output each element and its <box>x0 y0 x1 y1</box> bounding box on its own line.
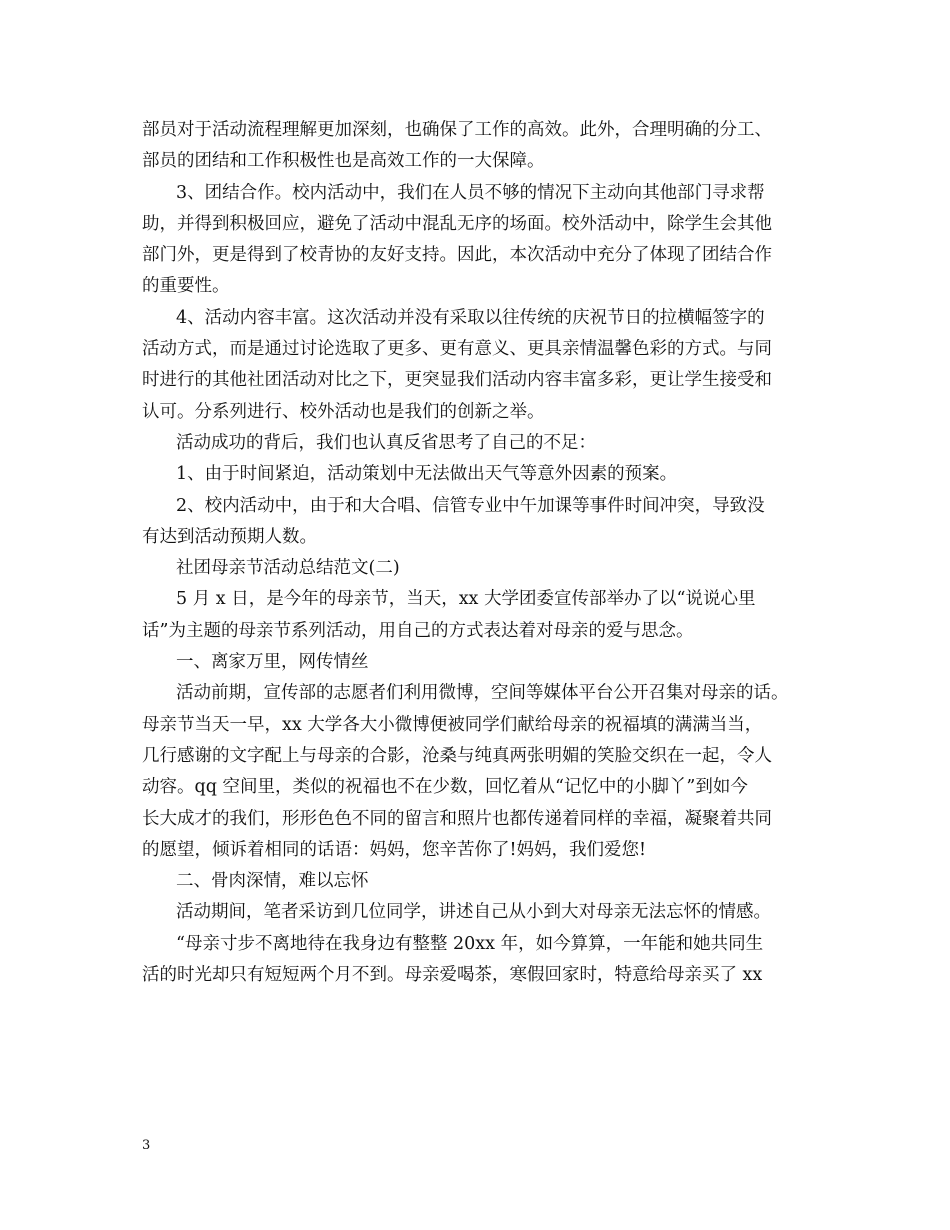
text-line: 话”为主题的母亲节系列活动，用自己的方式表达着对母亲的爱与思念。 <box>142 620 694 641</box>
text-line: 活动前期，宣传部的志愿者们利用微博，空间等媒体平台公开召集对母亲的话。 <box>176 683 789 704</box>
text-line: 二、骨肉深情，难以忘怀 <box>176 871 369 892</box>
text-line: 的重要性。 <box>142 276 230 297</box>
text-line: 认可。分系列进行、校外活动也是我们的创新之举。 <box>142 401 545 422</box>
text-line: 动容。qq 空间里，类似的祝福也不在少数，回忆着从“记忆中的小脚丫”到如今 <box>142 777 748 798</box>
text-line: 4、活动内容丰富。这次活动并没有采取以往传统的庆祝节日的拉横幅签字的 <box>176 307 765 328</box>
text-line: 部员对于活动流程理解更加深刻，也确保了工作的高效。此外，合理明确的分工、 <box>142 120 772 140</box>
text-line: 有达到活动预期人数。 <box>142 526 317 547</box>
text-line: 3、团结合作。校内活动中，我们在人员不够的情况下主动向其他部门寻求帮 <box>176 182 765 203</box>
text-line: 的愿望，倾诉着相同的话语：妈妈，您辛苦你了!妈妈，我们爱您! <box>142 839 647 860</box>
text-line: 活动方式，而是通过讨论选取了更多、更有意义、更具亲情温馨色彩的方式。与同 <box>142 339 772 360</box>
document-body <box>142 115 822 991</box>
text-line: 几行感谢的文字配上与母亲的合影，沧桑与纯真两张明媚的笑脸交织在一起，令人 <box>142 745 772 766</box>
text-line: 1、由于时间紧迫，活动策划中无法做出天气等意外因素的预案。 <box>176 464 678 485</box>
text-line: 活动成功的背后，我们也认真反省思考了自己的不足： <box>176 432 596 453</box>
text-line: 助，并得到积极回应，避免了活动中混乱无序的场面。校外活动中，除学生会其他 <box>142 213 772 234</box>
text-line: 一、离家万里，网传情丝 <box>176 652 369 673</box>
text-line: 母亲节当天一早，xx 大学各大小微博便被同学们献给母亲的祝福填的满满当当， <box>142 714 763 735</box>
text-line: 2、校内活动中，由于和大合唱、信管专业中午加课等事件时间冲突，导致没 <box>176 495 765 516</box>
page-number: 3 <box>142 1138 151 1153</box>
text-line: 活的时光却只有短短两个月不到。母亲爱喝茶，寒假回家时，特意给母亲买了 xx <box>142 965 763 986</box>
text-line: 长大成才的我们，形形色色不同的留言和照片也都传递着同样的幸福，凝聚着共同 <box>142 808 772 829</box>
text-line: 5 月 x 日，是今年的母亲节，当天，xx 大学团委宣传部举办了以“说说心里 <box>176 589 756 610</box>
text-line: 活动期间，笔者采访到几位同学，讲述自己从小到大对母亲无法忘怀的情感。 <box>176 902 771 923</box>
text-line: 部门外，更是得到了校青协的友好支持。因此，本次活动中充分了体现了团结合作 <box>142 245 772 266</box>
text-line: “母亲寸步不离地待在我身边有整整 20xx 年，如今算算，一年能和她共同生 <box>176 933 764 954</box>
text-line: 时进行的其他社团活动对比之下，更突显我们活动内容丰富多彩，更让学生接受和 <box>142 370 772 391</box>
text-line: 社团母亲节活动总结范文(二) <box>176 558 400 579</box>
text-line: 部员的团结和工作积极性也是高效工作的一大保障。 <box>142 151 545 172</box>
